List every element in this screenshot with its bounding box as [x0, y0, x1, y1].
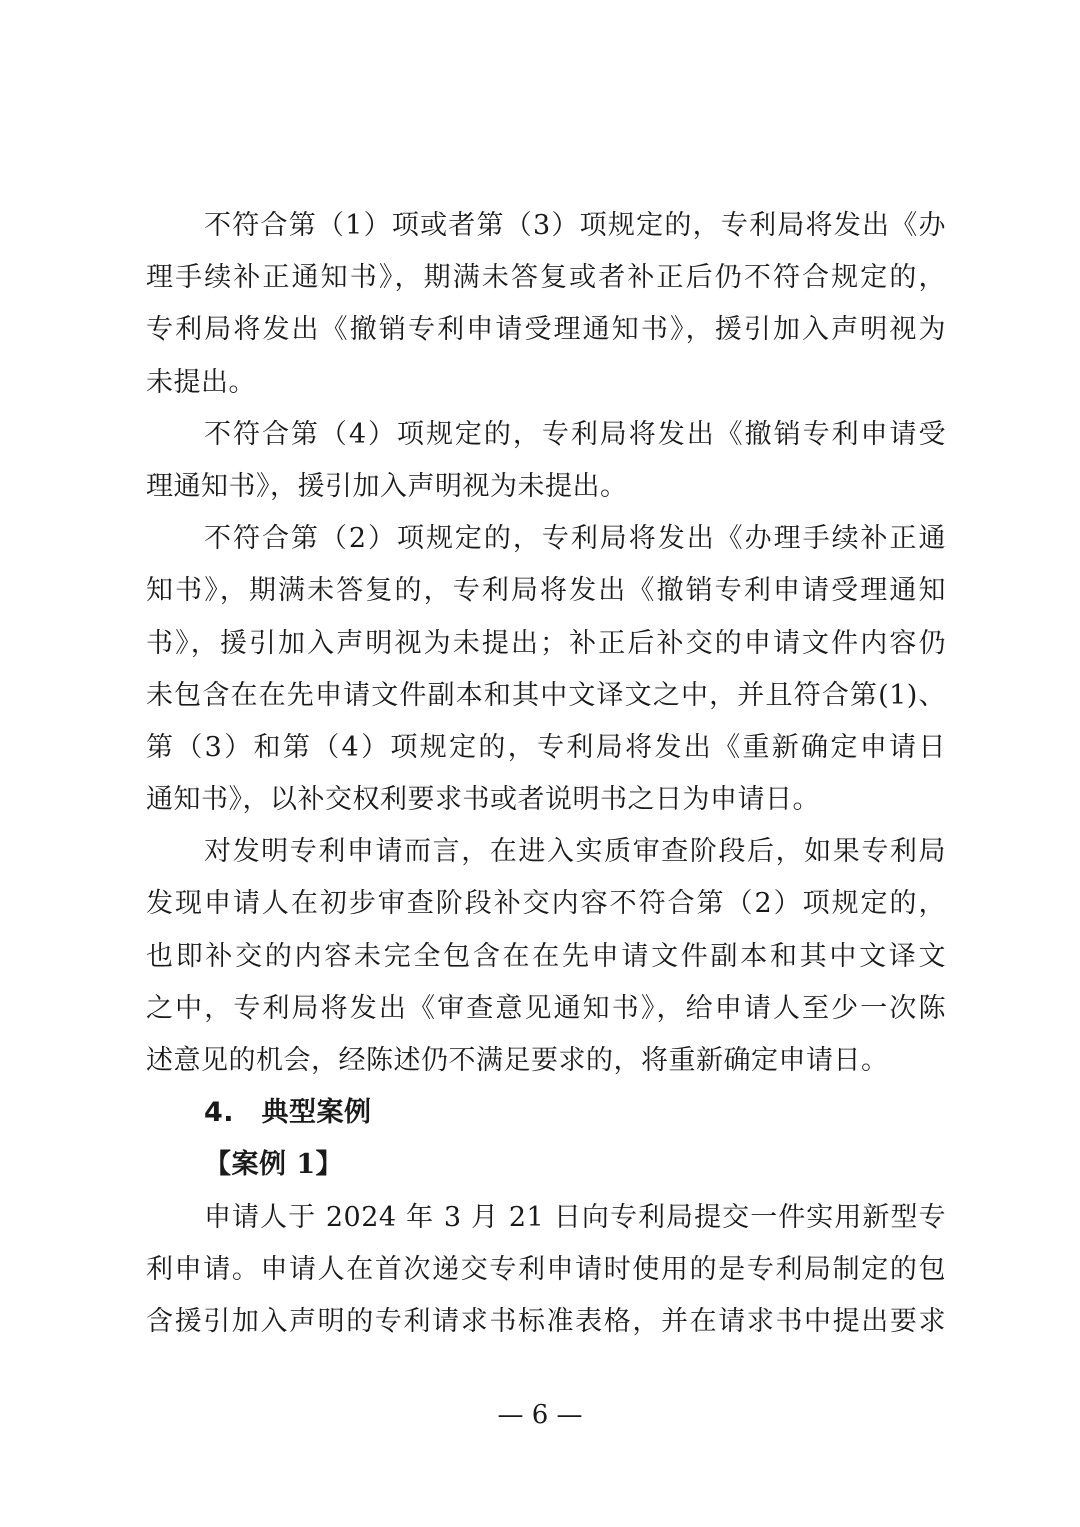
- text-line: 不符合第（2）项规定的，专利局将发出《办理手续补正通: [204, 523, 946, 555]
- paragraph-3: [146, 513, 946, 826]
- paragraph-2: [146, 409, 946, 513]
- text-line: 不符合第（4）项规定的，专利局将发出《撤销专利申请受: [204, 418, 946, 450]
- text-line: 未包含在在先申请文件副本和其中文译文之中，并且符合第(1)、: [146, 679, 946, 711]
- case-title: 【案例 1】: [204, 1149, 344, 1181]
- text-line: 通知书》，以补交权利要求书或者说明书之日为申请日。: [146, 784, 820, 816]
- text-line: 述意见的机会，经陈述仍不满足要求的，将重新确定申请日。: [146, 1045, 889, 1076]
- paragraph-1: [146, 200, 946, 409]
- text-line: 利申请。申请人在首次递交专利申请时使用的是专利局制定的包: [146, 1253, 946, 1285]
- text-line: 申请人于 2024 年 3 月 21 日向专利局提交一件实用新型专: [204, 1201, 946, 1233]
- paragraph-4: [146, 826, 946, 1087]
- text-line: 第（3）和第（4）项规定的，专利局将发出《重新确定申请日: [146, 731, 946, 763]
- section-heading: 4. 典型案例: [204, 1097, 372, 1129]
- document-body: [146, 200, 946, 1348]
- page-number: — 6 —: [497, 1400, 583, 1430]
- text-line: 不符合第（1）项或者第（3）项规定的，专利局将发出《办: [204, 210, 946, 241]
- text-line: 理通知书》，援引加入声明视为未提出。: [146, 470, 628, 502]
- text-line: 对发明专利申请而言，在进入实质审查阶段后，如果专利局: [204, 836, 946, 868]
- text-line: 也即补交的内容未完全包含在在先申请文件副本和其中文译文: [146, 940, 946, 972]
- text-line: 理手续补正通知书》，期满未答复或者补正后仍不符合规定的，: [146, 262, 946, 294]
- case-paragraph: [146, 1192, 946, 1349]
- text-line: 含援引加入声明的专利请求书标准表格，并在请求书中提出要求: [146, 1305, 946, 1337]
- text-line: 未提出。: [146, 366, 256, 398]
- text-line: 之中，专利局将发出《审查意见通知书》，给申请人至少一次陈: [146, 992, 946, 1024]
- text-line: 书》，援引加入声明视为未提出；补正后补交的申请文件内容仍: [146, 627, 946, 659]
- text-line: 专利局将发出《撤销专利申请受理通知书》，援引加入声明视为: [146, 314, 946, 346]
- text-line: 发现申请人在初步审查阶段补交内容不符合第（2）项规定的，: [146, 888, 946, 920]
- text-line: 知书》，期满未答复的，专利局将发出《撤销专利申请受理通知: [146, 575, 946, 607]
